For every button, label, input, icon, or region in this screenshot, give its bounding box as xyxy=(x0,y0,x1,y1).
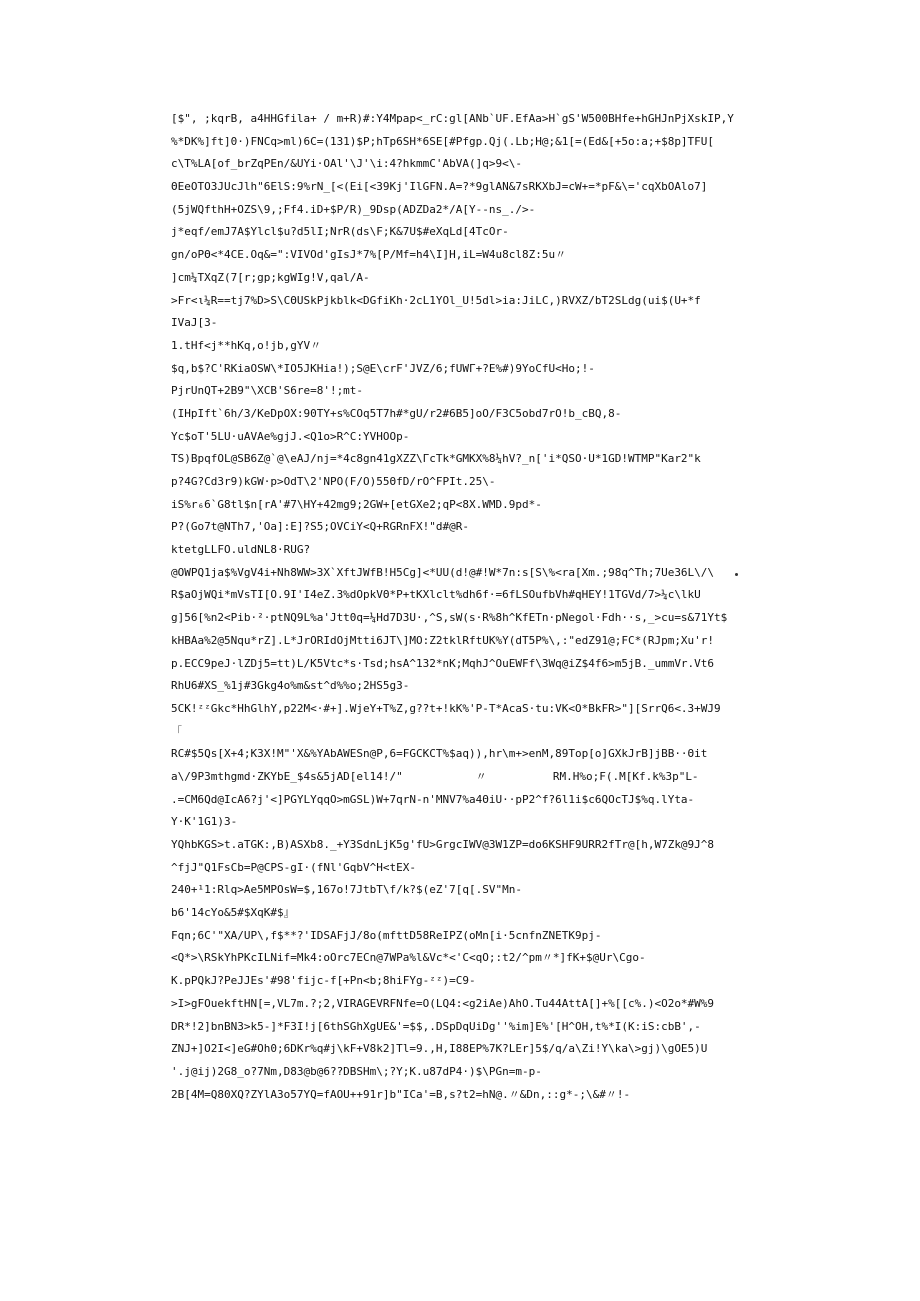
text-line: 「 xyxy=(171,724,182,738)
text-line: 5CK!ᶻᶻGkc*HhGlhY,p22M<·#+].WjeY+T%Z,g??t+!kK%'P-T*AcaS·tu:VK<O*BkFR>"][SrrQ6<.3+WJ9 xyxy=(171,701,721,715)
text-line: RC#$5Qs[X+4;K3X!M"'X&%YAbAWESn@P,6=FGCKCT%$aq)),hr\m+>enM,89Top[o]GXkJrB]jBB··Θit xyxy=(171,747,708,761)
text-line: YQhbKGS>t.aTGK:,B)ASXb8._+Y3SdnLjK5g'fU>GrgcIWV@3W1ZP=do6KSHF9URR2fTr@[h,W7Zk@9J^8 xyxy=(171,838,715,851)
text-line: $q,b$?C'RKiaOSW\*IO5JKHia!);S@E\crF'JVZ/6;fUWΓ+?E%#)9YoCfU<Ho;!- xyxy=(171,361,595,375)
text-line: RhU6#XS_%1j#3Gkg4o%m&st^d%%o;2HS5g3- xyxy=(171,679,410,693)
text-line: R$aOjWQi*mVsTI[O.9I'I4eZ.3%dOpkVΘ*P+tKXlclt%dh6f·=6fLSOufbVh#qHEY!1TGVd/7>¼c\lkU xyxy=(171,588,701,602)
text-line: >Fr<ι¼R==tj7%D>S\CΘUSkPjkblk<DGfiKh·2cL1YOl_U!5dl>ia:JiLC,)RVXZ/bT2SLdg(ui$(U+*f xyxy=(171,293,701,307)
text-line: .=CM6Qd@IcA6?j'<]PGYLYqqO>mGSL)W+7qrN-n'MNV7%a4ΘiU··pP2^f?6l1i$c6QOcTJ$%q.lYta- xyxy=(171,792,695,806)
text-line: TS)BpqfOL@SB6Z@`@\eAJ/nj=*4c8gn41gXZZ\ΓcTk*GMKX%8¼hV?_n['i*QSO·U*1GD!WTMP"Kar2"k xyxy=(171,452,701,466)
text-line: ΘEeOTO3JUcJlh"6ElS:9%rN_[<(Ei[<39Kj'IlGFN.A=?*9glAN&7sRKXbJ=cW+=*pF&\='cqXbOAlo7] xyxy=(171,180,708,194)
document-body xyxy=(171,108,751,1106)
text-line: %*DK%]ft]0·)FNCq>ml)6C=(131)$P;hTp6SH*6SE[#Pfgp.Qj(.Lb;H@;&1[=(Ed&[+5o:a;+$8p]TFU[ xyxy=(171,134,715,148)
text-line: ktetgLLFO.uldNL8·RUG? xyxy=(171,543,311,557)
text-line: DR*!2]bnBN3>k5-]*F3I!j[6thSGhXgUE&'=$$,.DSpDqUiDg''%im]E%'[H^OH,t%*I(K:iS:cbB',- xyxy=(171,1019,701,1033)
text-line: '.j@ij)2G8_o?7Nm,D83@b@6??DBSHm\;?Y;K.u87dP4·)$\PGn=m-p- xyxy=(171,1064,542,1078)
text-line: b6'14cYo&5#$XqK#$』 xyxy=(171,906,295,920)
text-line: gn/oPΘ<*4CE.Oq&=":VIVOd'gIsJ*7%[P/Mf=h4\I]H,iL=W4u8cl8Z:5u〃 xyxy=(171,248,567,262)
text-line: <Q*>\RSkYhPKcILNif=Mk4:oOrc7ECn@7WPa%l&Vc*<'C<qO;:t2/^pm〃*]fK+$@Ur\Cgo- xyxy=(171,951,646,965)
text-line: ]cm¼TXqZ(7[r;gp;kgWIg!V,qal/A- xyxy=(171,270,370,284)
text-line: 2B[4M=Q80XQ?ZYlA3o57YQ=fAOU++91r]b"ICa'=B,s?t2=hN@.〃&Dn,::g*-;\&#〃!- xyxy=(171,1087,631,1101)
text-line: iS%r₆6`G8tl$n[rA'#7\HY+42mg9;2GW+[etGXe2;qP<8X.WMD.9pd*- xyxy=(171,497,542,511)
text-line: p?4G?Cd3r9)kGW·p>OdT\2'NPO(F/O)55ΘfD/rO^FPIt.25\- xyxy=(171,475,496,488)
text-line: IVaJ[3- xyxy=(171,316,218,330)
text-line: Yc$oT'5LU·uAVAe%gjJ.<Q1o>R^C:YVHOOp- xyxy=(171,429,410,443)
text-line: g]56[%n2<Pib·²·ptNQ9L%a'Jtt0q=¼Hd7D3U·,^S,sW(s·R%8h^KfETn·pNegol·Fdh··s,_>cu=s&71Yt$ xyxy=(171,611,728,625)
text-line: 240+¹1:Rlq>Ae5MPOsW=$,167o!7JtbT\f/k?$(eZ'7[q[.SV"Mn- xyxy=(171,883,522,897)
text-line: j*eqf/emJ7A$Ylcl$u?d5lI;NrR(ds\F;K&7U$#eXqLd[4TcOr- xyxy=(171,225,509,239)
text-line: kHBAa%2@5Nqu*rZ].L*JrORIdOjMtti6JT\]MO:Z2tklRftUK%Y(dT5P%\,:"edZ91@;FC*(RJpm;Xu'r! xyxy=(171,633,715,647)
text-line: Fqn;6C'"XA/UP\,f$**?'IDSAFjJ/8o(mfttD58ReIPZ(oMn[i·5cnfnZNETK9pj- xyxy=(171,928,602,942)
text-line: K.pPQkJ?PeJJEs'#98'fijc-f[+Pn<b;8hiFYg-ᶻᶻ)=C9- xyxy=(171,974,476,988)
text-line: PjrUnQT+2B9"\XCB'S6re=8'!;mt- xyxy=(171,384,364,398)
text-line: p.ECC9peJ·lZDj5=tt)L/K5Vtc*s·Tsd;hsA^132*nK;MqhJ^OuEWFf\3Wq@iZ$4f6>m5jB._ummVr.Vt6 xyxy=(171,656,715,670)
text-line: c\T%LA[of_brZqPEn/&UYi·OAl'\J'\i:4?hkmmC'AbVA(]q>9<\- xyxy=(171,157,522,171)
stray-dot-mark xyxy=(735,573,738,576)
text-line: >I>gFOuekftHN[=,VL7m.?;2,VIRAGEVRFNfe=O(LQ4:<g2iAe)AhO.Tu44AttA[]+%[[c%.)<O2o*#W%9 xyxy=(171,996,715,1010)
text-line: (5jWQfthH+OZS\9,;Ff4.iD+$P/R)_9Dsp(ADZDa2*/A[Y--ns_./>- xyxy=(171,202,536,216)
text-line: P?(Go7t@NTh7,'Oa]:E]?S5;OVCiY<Q+RGRnFX!"d#@R- xyxy=(171,520,470,534)
text-line: [$", ;kqrB, a4HHGfila+ / m+R)#:Y4Mpap<_rC:gl[ANb`UF.EfAa>H`gS'W500BHfe+hGHJnPjXskIP,Y xyxy=(171,112,734,125)
text-line: Y·K'1G1)3- xyxy=(171,815,238,829)
text-line: @OWPQ1ja$%VgV4i+Nh8WW>3X`XftJWfB!H5Cg]<*UU(d!@#!W*7n:s[S\%<ra[Xm.;98q^Th;7Ue36L\/\ xyxy=(171,565,715,579)
text-line: (IHpIft`6h/3/KeDpOX:90TY+s%COq5T7h#*gU/r2#6B5]oO/F3C5obd7rO!b_cBQ,8- xyxy=(171,406,622,420)
text-line: ^fjJ"Q1FsCb=P@CPS-gI·(fNl'GqbV^H<tEX- xyxy=(171,860,417,874)
text-line: a\/9P3mthgmd·ZKYbE_$4s&5jAD[el14!/" 〃 RM.H%o;F(.M[Kf.k%3p"L- xyxy=(171,769,699,783)
text-line: 1.tHf<j**hKq,o!jb,gYV〃 xyxy=(171,338,322,352)
text-line: ZNJ+]O2I<]eG#Oh0;6DKr%q#j\kF+V8k2]Tl=9.,H,I88EP%7K?LEr]5$/q/a\Zi!Y\ka\>gj)\gOE5)U xyxy=(171,1042,708,1056)
